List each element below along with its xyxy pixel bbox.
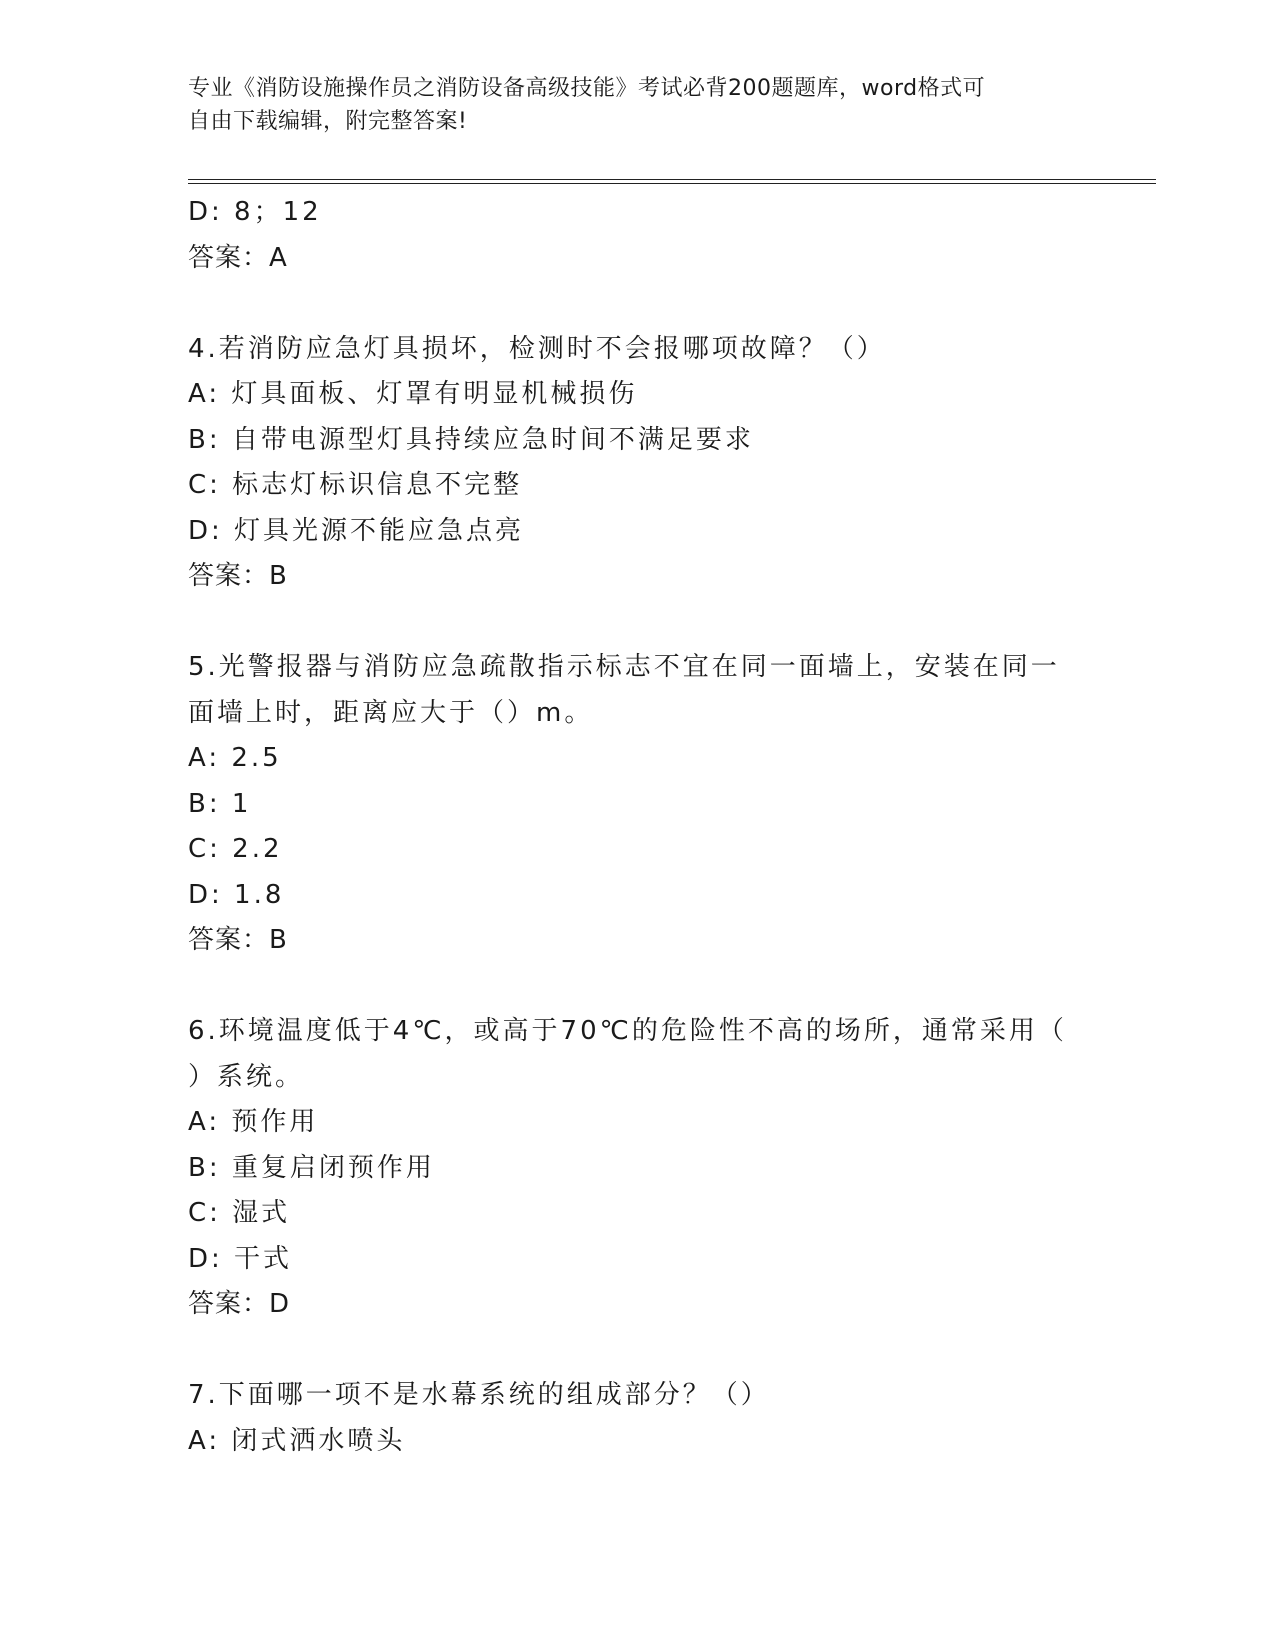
question-title-cont: ）系统。 [188, 1061, 305, 1092]
option-d: D: 灯具光源不能应急点亮 [188, 515, 525, 546]
option-b: B: 重复启闭预作用 [188, 1152, 435, 1183]
header-double-rule [188, 179, 1156, 184]
answer-line [188, 236, 1088, 282]
page-header [188, 72, 1068, 138]
answer-line [188, 1282, 1088, 1328]
answer-value: A [269, 242, 288, 273]
option-c: C: 2.2 [188, 834, 283, 864]
question-7 [188, 1373, 1088, 1464]
question-title: 5.光警报器与消防应急疏散指示标志不宜在同一面墙上，安装在同一 [188, 652, 1060, 682]
document-body [188, 190, 1088, 1464]
answer-value: B [269, 925, 288, 955]
answer-label: 答案： [188, 1289, 270, 1319]
option-d: D: 1.8 [188, 879, 285, 910]
header-line-1: 专业《消防设施操作员之消防设备高级技能》考试必背200题题库，word格式可 [188, 76, 986, 101]
answer-label: 答案： [188, 242, 270, 273]
answer-value: B [269, 561, 288, 591]
answer-value: D [269, 1289, 291, 1319]
question-title-cont: 面墙上时，距离应大于（）m。 [188, 697, 594, 728]
question-title: 6.环境温度低于4℃，或高于70℃的危险性不高的场所，通常采用（ [188, 1016, 1067, 1046]
option-a: A: 灯具面板、灯罩有明显机械损伤 [188, 379, 638, 409]
question-4 [188, 327, 1088, 600]
option-a: A: 闭式洒水喷头 [188, 1425, 406, 1456]
question-5 [188, 645, 1088, 964]
answer-label: 答案： [188, 561, 270, 591]
option-d: D: 干式 [188, 1243, 293, 1274]
question-6 [188, 1009, 1088, 1328]
option-a: A: 预作用 [188, 1107, 319, 1137]
question-title: 4.若消防应急灯具损坏，检测时不会报哪项故障？（） [188, 333, 886, 364]
continued-question [188, 190, 1088, 281]
option-a: A: 2.5 [188, 743, 282, 773]
header-line-2: 自由下载编辑，附完整答案! [188, 109, 468, 134]
option-c: C: 湿式 [188, 1198, 291, 1228]
option-c: C: 标志灯标识信息不完整 [188, 470, 523, 500]
option-d: D: 8；12 [188, 197, 322, 227]
answer-line [188, 554, 1088, 600]
answer-label: 答案： [188, 925, 270, 955]
option-b: B: 1 [188, 788, 252, 819]
question-title: 7.下面哪一项不是水幕系统的组成部分？（） [188, 1380, 770, 1410]
option-b: B: 自带电源型灯具持续应急时间不满足要求 [188, 424, 754, 455]
answer-line [188, 918, 1088, 964]
